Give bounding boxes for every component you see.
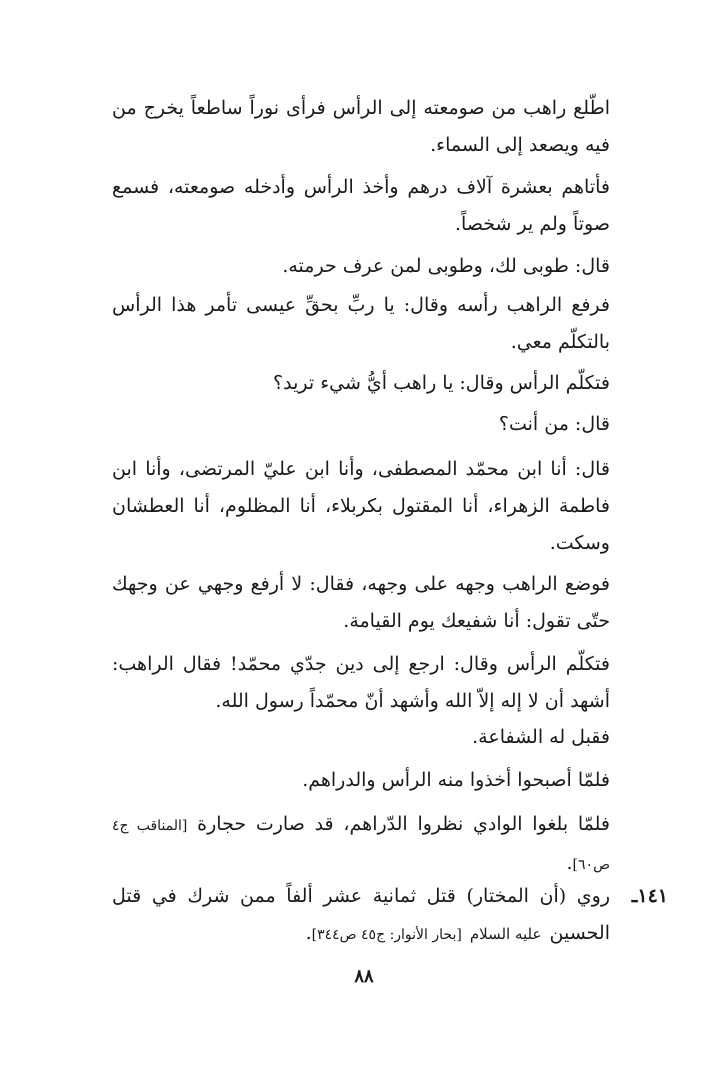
paragraph-12-end: . xyxy=(566,852,573,874)
numbered-item xyxy=(112,878,668,958)
item-end: . xyxy=(305,922,312,944)
paragraph-3: قال: طوبى لك، وطوبى لمن عرف حرمته. xyxy=(282,255,610,277)
paragraph-12 xyxy=(112,806,610,884)
paragraph-6: قال: من أنت؟ xyxy=(498,413,610,435)
paragraph-12-text: فلمّا بلغوا الوادي نظروا الدّراهم، قد صارت حجارة xyxy=(197,813,611,835)
paragraph-5: فتكلّم الرأس وقال: يا راهب أيُّ شيء تريد؟ xyxy=(273,372,610,394)
source-citation: [المناقب ج٤ ص٦٠] xyxy=(112,818,610,873)
paragraph-11: فلمّا أصبحوا أخذوا منه الرأس والدراهم. xyxy=(302,769,610,791)
honorific-ligature: عليه السلام xyxy=(469,925,542,943)
page-number: ٨٨ xyxy=(354,966,374,987)
paragraph-4: فرفع الراهب رأسه وقال: يا ربِّ بحقِّ عيسى تأمر هذا الرأس بالتكلّم معي. xyxy=(112,294,610,353)
paragraph-9: فتكلّم الرأس وقال: ارجع إلى دين جدّي محمّد! فقال الراهب: أشهد أن لا إله إلاّ الله وأشهد أنّ محمّداً رسول الله. xyxy=(112,653,610,712)
item-text: روي (أن المختار) قتل ثمانية عشر ألفاً ممن شرك في قتل الحسين xyxy=(112,885,610,944)
item-body xyxy=(112,878,610,954)
paragraph-1: اطّلع راهب من صومعته إلى الرأس فرأى نوراً ساطعاً يخرج من فيه ويصعد إلى السماء. xyxy=(112,97,610,156)
paragraph-8: فوضع الراهب وجهه على وجهه، فقال: لا أرفع وجهي عن وجهك حتّى تقول: أنا شفيعك يوم القيامة. xyxy=(112,573,610,632)
item-number: ١٤١ـ xyxy=(631,885,668,907)
source-citation: [بحار الأنوار: ج٤٥ ص٣٤٤] xyxy=(311,927,462,943)
paragraph-10: فقبل له الشفاعة. xyxy=(472,726,610,748)
paragraph-7: قال: أنا ابن محمّد المصطفى، وأنا ابن عليّ المرتضى، وأنا ابن فاطمة الزهراء، أنا المقتول بكربلاء، أنا المظلوم، أنا العطشان وسكت. xyxy=(112,458,610,554)
paragraph-2: فأتاهم بعشرة آلاف درهم وأخذ الرأس وأدخله صومعته، فسمع صوتاً ولم ير شخصاً. xyxy=(112,176,610,235)
